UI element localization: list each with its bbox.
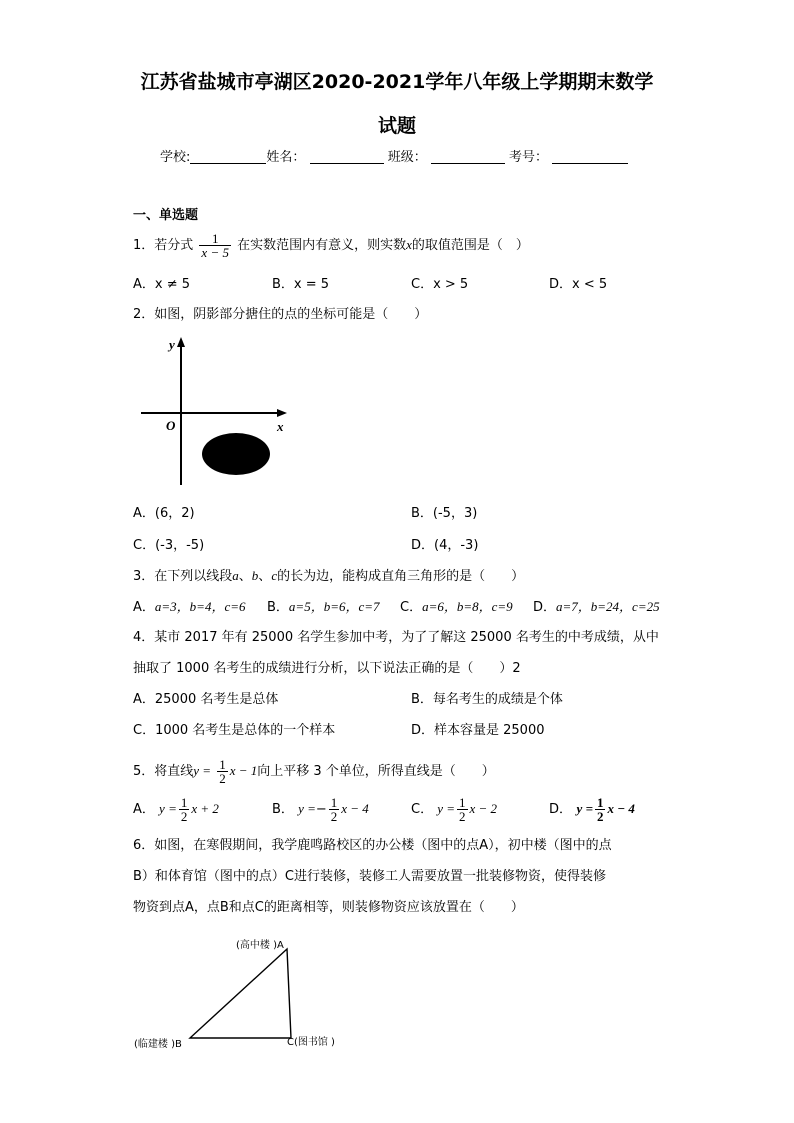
q2-option-a[interactable]: A．(6，2): [133, 506, 195, 521]
q4-option-c[interactable]: C．1000 名考生是总体的一个样本: [133, 723, 336, 738]
q5-option-a[interactable]: A． y = $\frac{1}{2}$ x + 2: [133, 795, 219, 824]
question-6-line3: 物资到点A，点B和点C的距离相等，则装修物资应该放置在（ ）: [133, 900, 524, 915]
q3-option-b[interactable]: B．a=5，b=6，c=7: [267, 599, 380, 615]
question-6-line1: 6．如图，在寒假期间，我学鹿鸣路校区的办公楼（图中的点A），初中楼（图中的点: [133, 838, 612, 853]
question-4-line1: 4．某市 2017 年有 25000 名学生参加中考，为了了解这 25000 名考生的中考成绩，从中: [133, 630, 659, 645]
number-blank[interactable]: [552, 149, 628, 164]
q2-option-b[interactable]: B．(-5，3): [411, 506, 478, 521]
question-6-line2: B）和体育馆（图中的点）C进行装修，装修工人需要放置一批装修物资，使得装修: [133, 869, 606, 884]
school-label: 学校:: [160, 150, 191, 165]
label-point-a: (高中楼 )A: [236, 940, 284, 951]
q1-option-d[interactable]: D．x < 5: [549, 277, 608, 292]
q3-option-d[interactable]: D．a=7，b=24，c=25: [533, 599, 660, 615]
question-3-stem: 3．在下列以线段a、b、c的长为边，能构成直角三角形的是（ ）: [133, 568, 525, 584]
q3-option-a[interactable]: A．a=3，b=4，c=6: [133, 599, 246, 615]
triangle-abc: [190, 949, 291, 1038]
question-1-stem: 1．若分式 $\frac{1}{x - 5}$ 在实数范围内有意义，则实数x的取值范围是（ ）: [133, 231, 529, 260]
student-info-row: [160, 146, 628, 165]
section-heading: 一、单选题: [133, 208, 199, 223]
q4-option-b[interactable]: B．每名考生的成绩是个体: [411, 692, 563, 707]
q1-option-b[interactable]: B．x = 5: [272, 277, 330, 292]
x-axis-arrow: [277, 409, 287, 417]
x-axis-label: x: [277, 419, 284, 434]
name-label: 姓名：: [266, 150, 306, 165]
name-blank[interactable]: [310, 149, 384, 164]
class-label: 班级：: [387, 150, 427, 165]
q5-option-b[interactable]: B． y =− $\frac{1}{2}$ x − 4: [272, 795, 369, 824]
q1-option-c[interactable]: C．x > 5: [411, 277, 469, 292]
origin-label: O: [166, 418, 176, 433]
number-label: 考号：: [508, 150, 548, 165]
q2-option-d[interactable]: D．(4，-3): [411, 538, 479, 553]
q4-option-d[interactable]: D．样本容量是 25000: [411, 723, 545, 738]
page-title: 江苏省盐城市亭湖区2020-2021学年八年级上学期期末数学: [140, 71, 654, 93]
q1-fraction: $\frac{1}{x - 5}$: [201, 231, 229, 260]
y-axis-arrow: [177, 337, 185, 347]
class-blank[interactable]: [431, 149, 505, 164]
q2-option-c[interactable]: C．(-3，-5): [133, 538, 205, 553]
question-5-stem: 5．将直线y = $\frac{1}{2}$ x − 1向上平移 3 个单位，所得直线是（ ）: [133, 757, 495, 786]
school-blank[interactable]: [190, 149, 266, 164]
page-title-line2: 试题: [377, 115, 416, 137]
question-4-line2: 抽取了 1000 名考生的成绩进行分析，以下说法正确的是（ ）2: [133, 661, 521, 676]
y-axis-label: y: [169, 337, 175, 352]
label-point-b: (临建楼 )B: [134, 1039, 182, 1050]
q5-option-c[interactable]: C． y = $\frac{1}{2}$ x − 2: [411, 795, 498, 824]
label-point-c: C(图书馆 ): [287, 1037, 335, 1048]
q6-triangle-figure: [128, 932, 358, 1057]
q4-option-a[interactable]: A．25000 名考生是总体: [133, 692, 279, 707]
q2-coordinate-figure: [135, 335, 295, 490]
question-2-stem: 2．如图，阴影部分搪住的点的坐标可能是（ ）: [133, 307, 428, 322]
q5-option-d[interactable]: D． y = $\frac{1}{2}$ x − 4: [549, 795, 635, 824]
shaded-ellipse: [202, 433, 270, 475]
q3-option-c[interactable]: C．a=6，b=8，c=9: [400, 599, 513, 615]
q1-option-a[interactable]: A．x ≠ 5: [133, 277, 191, 292]
